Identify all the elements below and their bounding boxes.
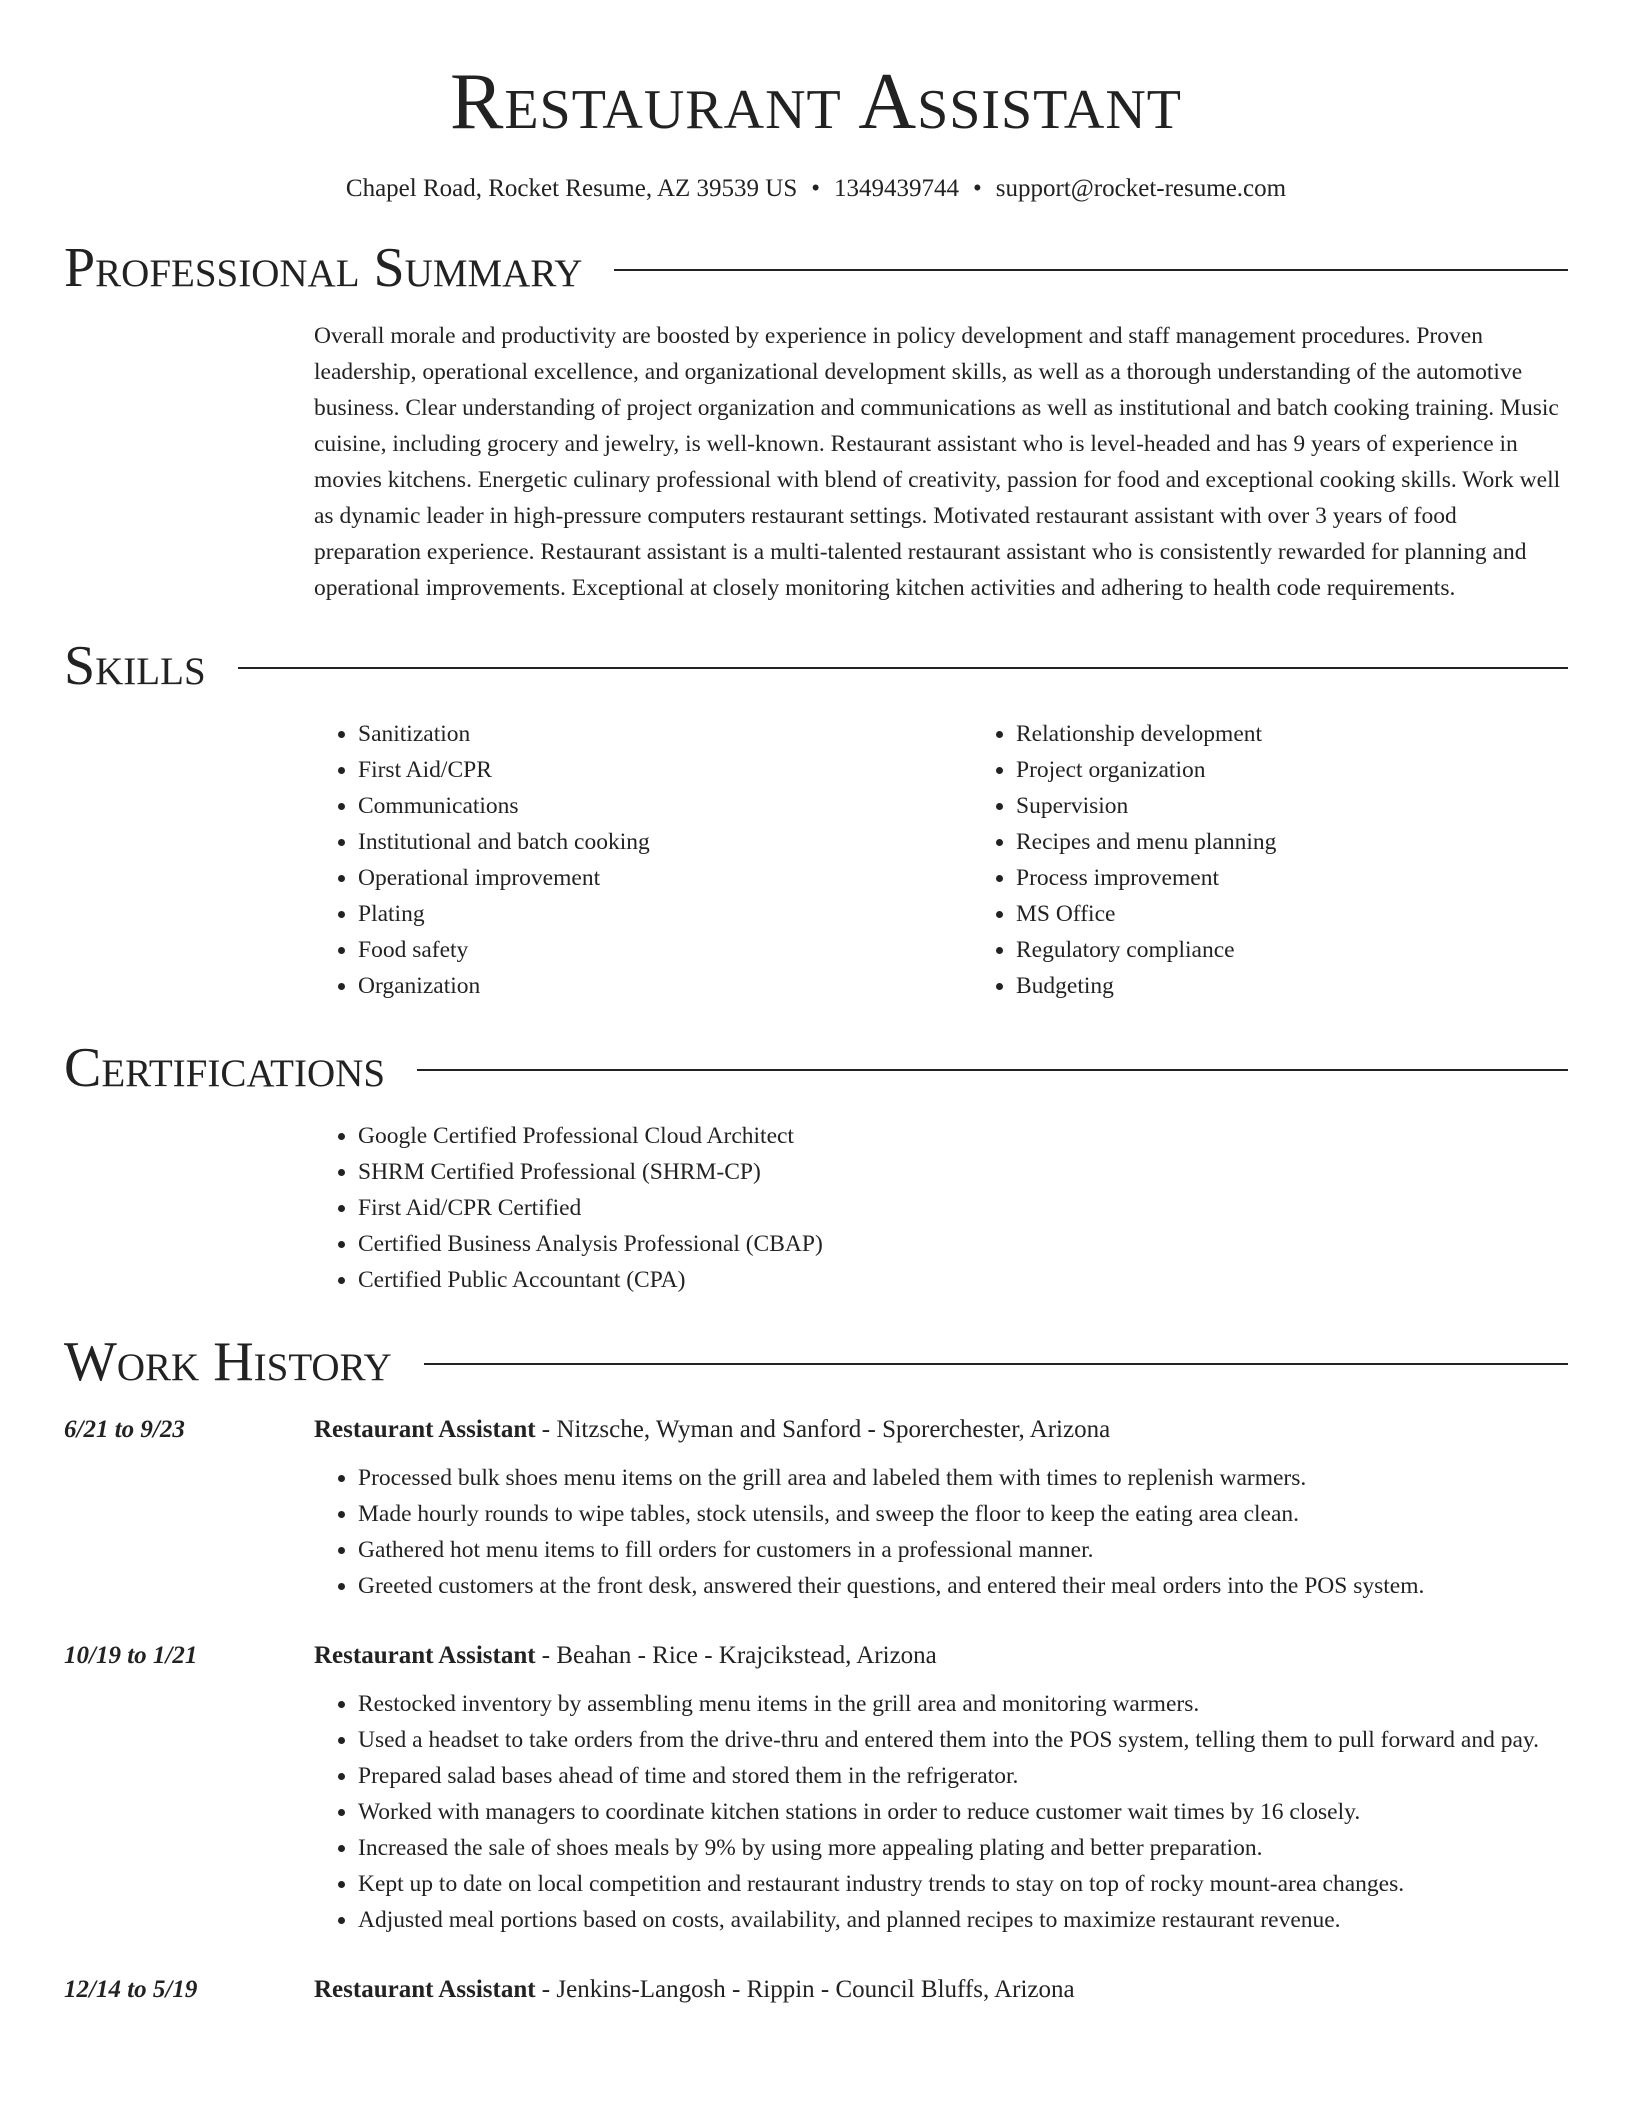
job-title-line bbox=[314, 1972, 1075, 2008]
certifications-list bbox=[314, 1118, 1568, 1298]
job-title-line bbox=[314, 1412, 1424, 1448]
certifications-heading: Certifications bbox=[64, 1037, 386, 1099]
job-bullet: • Processed bulk shoes menu items on the grill area and labeled them with times to replenish warmers. bbox=[358, 1460, 1424, 1496]
job-body bbox=[314, 1412, 1424, 1604]
skill-item: • Institutional and batch cooking bbox=[358, 824, 972, 860]
skill-item: • Food safety bbox=[358, 932, 972, 968]
job-employer-location: - Nitzsche, Wyman and Sanford - Sporerchester, Arizona bbox=[535, 1416, 1111, 1443]
job-bullet: • Worked with managers to coordinate kitchen stations in order to reduce customer wait times by 16 closely. bbox=[358, 1794, 1539, 1830]
job-entry bbox=[64, 1412, 1568, 1604]
skill-item: • MS Office bbox=[1016, 896, 1568, 932]
summary-section bbox=[314, 318, 1568, 606]
work-history-heading: Work History bbox=[64, 1331, 392, 1393]
summary-heading: Professional Summary bbox=[64, 237, 583, 299]
certification-item: • Certified Public Accountant (CPA) bbox=[358, 1262, 1568, 1298]
job-bullet: • Restocked inventory by assembling menu items in the grill area and monitoring warmers. bbox=[358, 1686, 1539, 1722]
job-employer-location: - Beahan - Rice - Krajcikstead, Arizona bbox=[535, 1642, 937, 1669]
skills-column-left bbox=[314, 716, 972, 1004]
skills-list bbox=[314, 716, 1568, 1004]
skills-section-header bbox=[64, 635, 1568, 697]
skill-item: • Regulatory compliance bbox=[1016, 932, 1568, 968]
job-title: Restaurant Assistant bbox=[314, 1642, 536, 1669]
job-body bbox=[314, 1972, 1075, 2008]
job-bullet: • Used a headset to take orders from the drive-thru and entered them into the POS system, telling them to pull forward and pay. bbox=[358, 1722, 1539, 1758]
contact-line bbox=[64, 174, 1568, 204]
section-divider bbox=[238, 667, 1568, 669]
job-employer-location: - Jenkins-Langosh - Rippin - Council Bluffs, Arizona bbox=[535, 1976, 1075, 2003]
skill-item: • First Aid/CPR bbox=[358, 752, 972, 788]
job-title: Restaurant Assistant bbox=[314, 1416, 536, 1443]
work-history-section-header bbox=[64, 1331, 1568, 1393]
skill-item: • Budgeting bbox=[1016, 968, 1568, 1004]
job-bullet: • Gathered hot menu items to fill orders for customers in a professional manner. bbox=[358, 1532, 1424, 1568]
candidate-name: Restaurant Assistant bbox=[449, 58, 1182, 146]
job-bullet: • Kept up to date on local competition and restaurant industry trends to stay on top of rocky mount-area changes. bbox=[358, 1866, 1539, 1902]
skill-item: • Recipes and menu planning bbox=[1016, 824, 1568, 860]
job-bullets bbox=[314, 1460, 1424, 1604]
skills-column-right bbox=[972, 716, 1568, 1004]
skill-item: • Project organization bbox=[1016, 752, 1568, 788]
job-bullet: • Greeted customers at the front desk, answered their questions, and entered their meal orders into the POS system. bbox=[358, 1568, 1424, 1604]
job-entry bbox=[64, 1638, 1568, 1938]
certification-item: • Certified Business Analysis Professional (CBAP) bbox=[358, 1226, 1568, 1262]
job-entry bbox=[64, 1972, 1568, 2008]
job-dates: 10/19 to 1/21 bbox=[64, 1642, 198, 1669]
skill-item: • Sanitization bbox=[358, 716, 972, 752]
job-title-line bbox=[314, 1638, 1539, 1674]
skill-item: • Communications bbox=[358, 788, 972, 824]
job-bullets bbox=[314, 1686, 1539, 1938]
job-title: Restaurant Assistant bbox=[314, 1976, 536, 2003]
job-dates: 12/14 to 5/19 bbox=[64, 1976, 198, 2003]
contact-email: support@rocket-resume.com bbox=[995, 175, 1287, 202]
skill-item: • Relationship development bbox=[1016, 716, 1568, 752]
certification-item: • Google Certified Professional Cloud Architect bbox=[358, 1118, 1568, 1154]
job-bullet: • Prepared salad bases ahead of time and stored them in the refrigerator. bbox=[358, 1758, 1539, 1794]
job-bullet: • Adjusted meal portions based on costs, availability, and planned recipes to maximize restaurant revenue. bbox=[358, 1902, 1539, 1938]
skills-heading: Skills bbox=[64, 635, 206, 697]
summary-text: Overall morale and productivity are boosted by experience in policy development and staff management procedures. Proven leadership, operational excellence, and organizational development skills, as well as a thorough understanding of the automotive business. Clear understanding of project organization and communications as well as institutional and batch cooking training. Music cuisine, including grocery and jewelry, is well-known. Restaurant assistant who is level-headed and has 9 years of experience in movies kitchens. Energetic culinary professional with blend of creativity, passion for food and exceptional cooking skills. Work well as dynamic leader in high-pressure computers restaurant settings. Motivated restaurant assistant with over 3 years of food preparation experience. Restaurant assistant is a multi-talented restaurant assistant who is consistently rewarded for planning and operational improvements. Exceptional at closely monitoring kitchen activities and adhering to health code requirements. bbox=[314, 323, 1561, 601]
job-bullet: • Made hourly rounds to wipe tables, stock utensils, and sweep the floor to keep the eating area clean. bbox=[358, 1496, 1424, 1532]
skill-item: • Plating bbox=[358, 896, 972, 932]
skill-item: • Operational improvement bbox=[358, 860, 972, 896]
certification-item: • First Aid/CPR Certified bbox=[358, 1190, 1568, 1226]
section-divider bbox=[614, 269, 1568, 271]
skill-item: • Organization bbox=[358, 968, 972, 1004]
contact-address: Chapel Road, Rocket Resume, AZ 39539 US bbox=[345, 175, 798, 202]
contact-separator: • bbox=[811, 175, 821, 202]
section-divider bbox=[424, 1363, 1568, 1365]
skill-item: • Process improvement bbox=[1016, 860, 1568, 896]
certifications-section-header bbox=[64, 1037, 1568, 1099]
section-divider bbox=[417, 1069, 1568, 1071]
skill-item: • Supervision bbox=[1016, 788, 1568, 824]
job-body bbox=[314, 1638, 1539, 1938]
contact-phone: 1349439744 bbox=[834, 175, 960, 202]
summary-section-header bbox=[64, 237, 1568, 299]
certification-item: • SHRM Certified Professional (SHRM-CP) bbox=[358, 1154, 1568, 1190]
job-dates: 6/21 to 9/23 bbox=[64, 1416, 185, 1443]
job-bullet: • Increased the sale of shoes meals by 9% by using more appealing plating and better preparation. bbox=[358, 1830, 1539, 1866]
contact-separator: • bbox=[973, 175, 982, 202]
